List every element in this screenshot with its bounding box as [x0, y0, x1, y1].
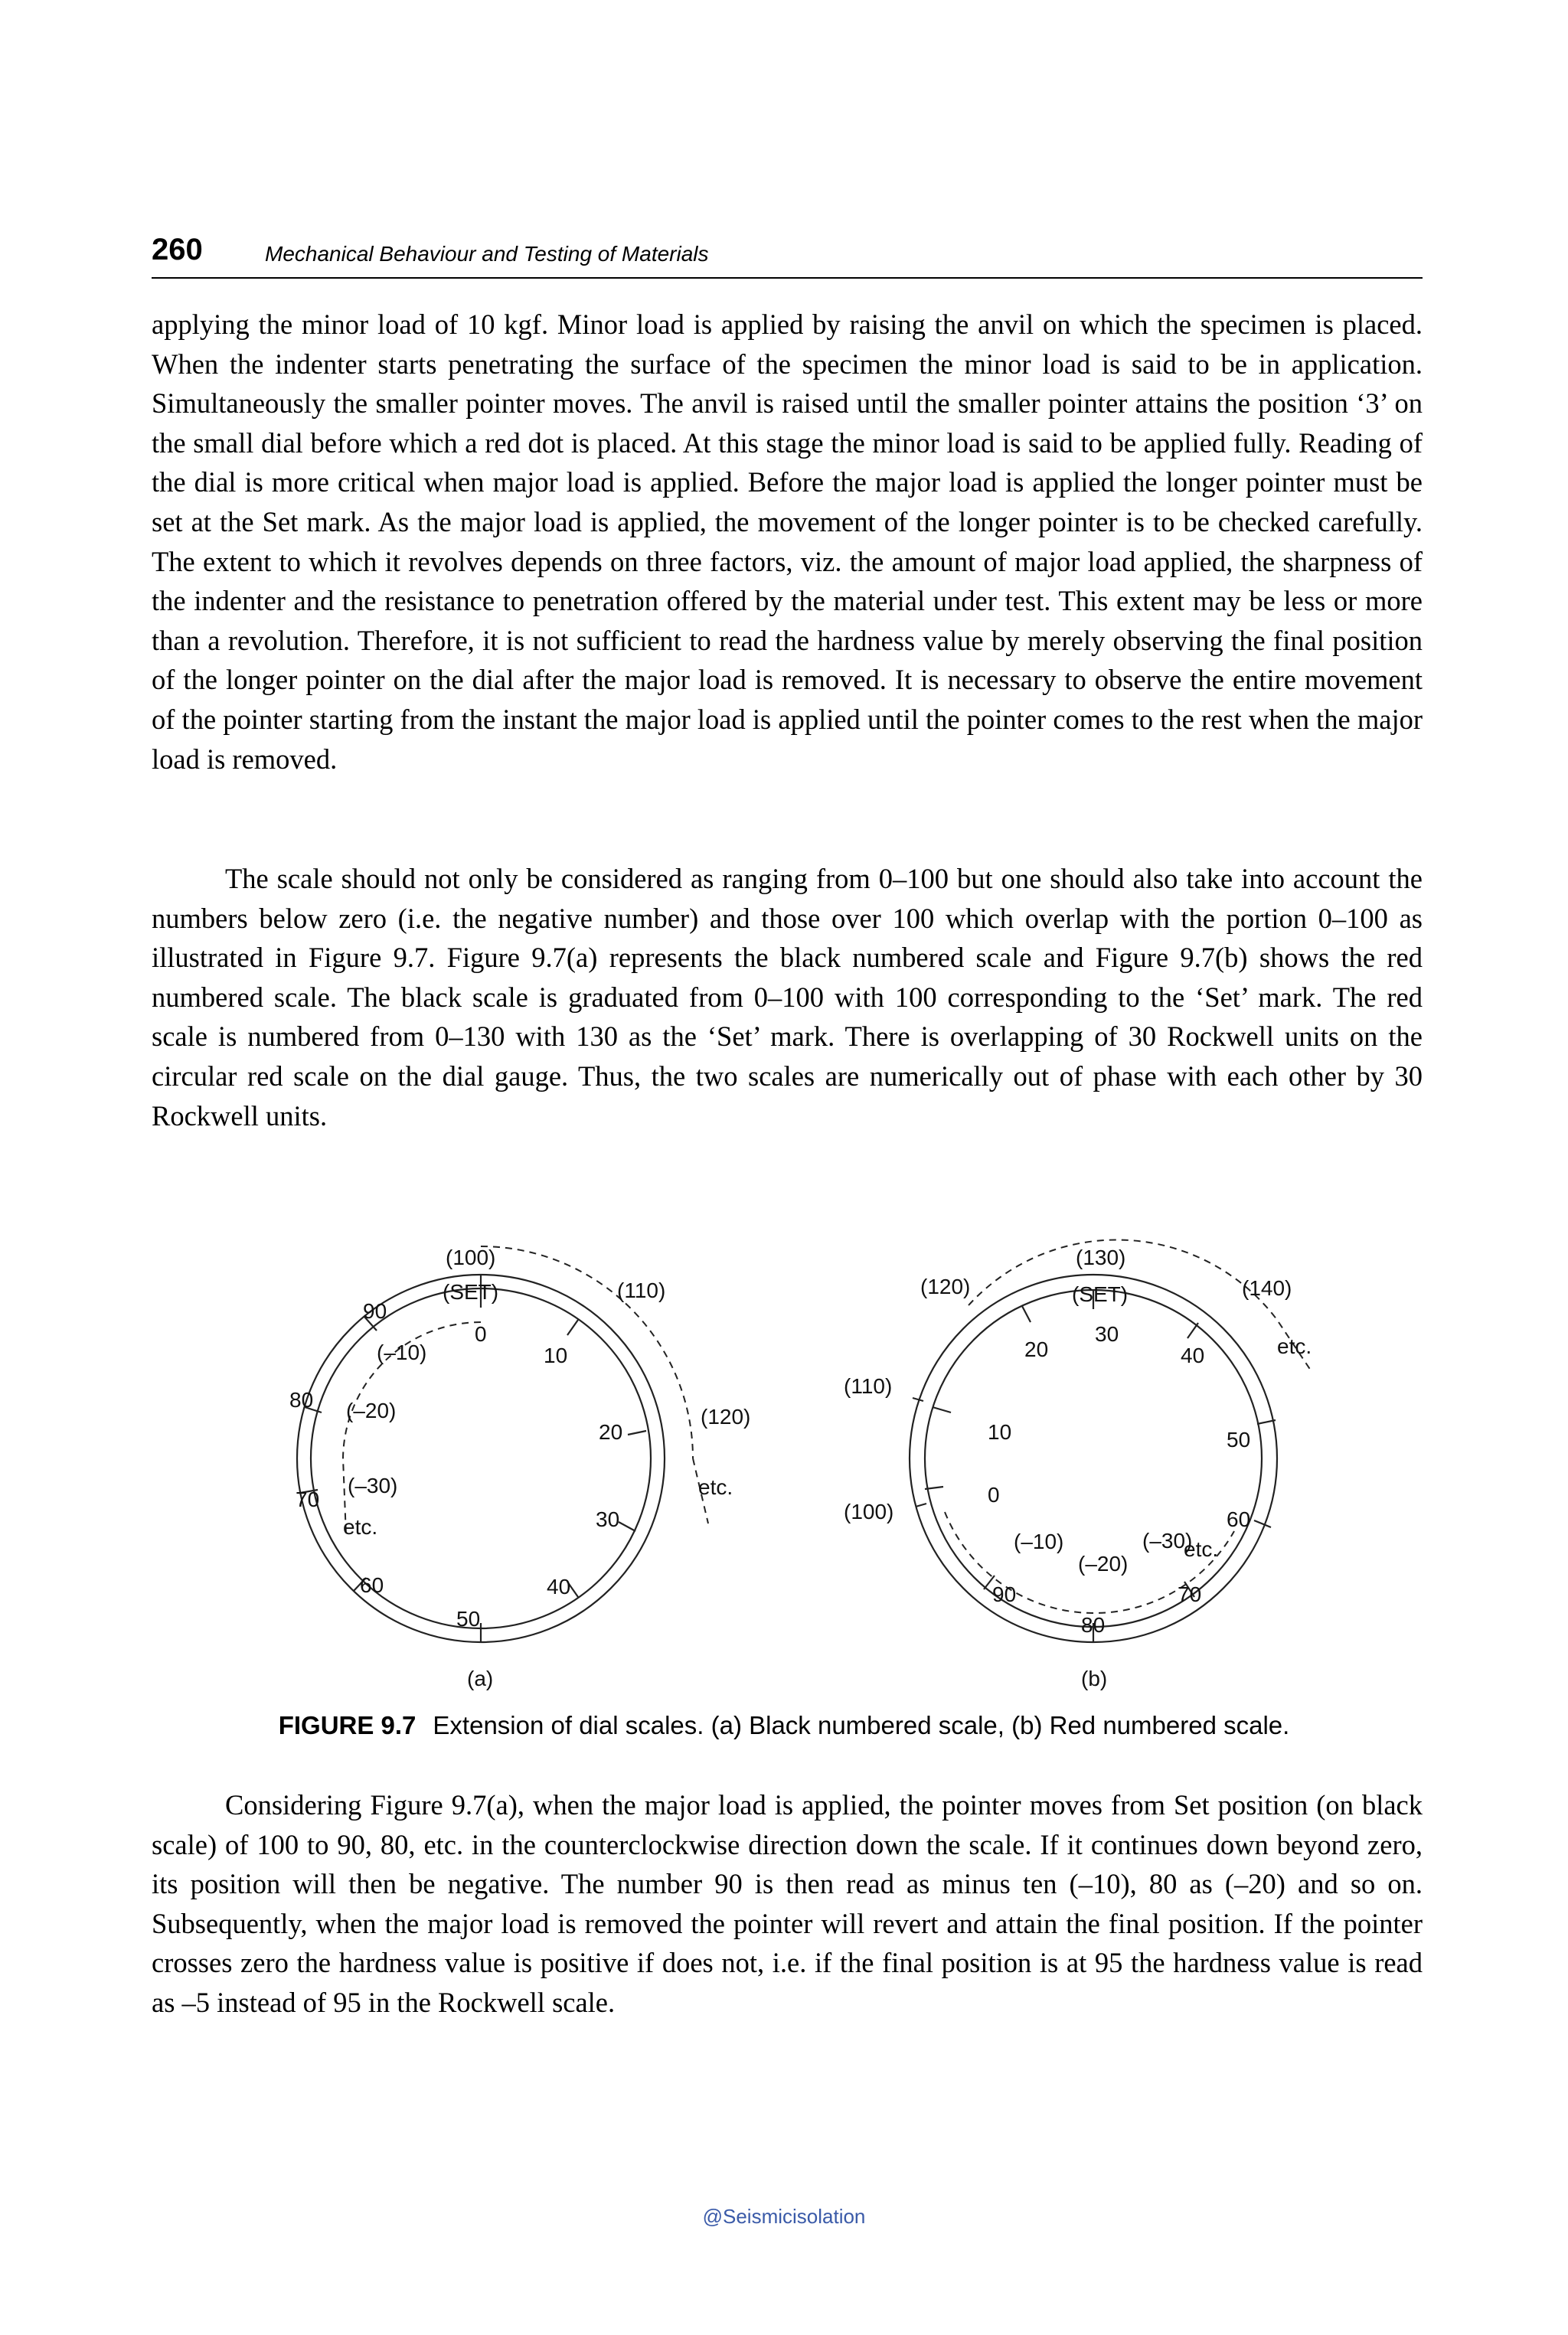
- figure-drawing: [0, 1202, 1568, 1707]
- dial-b-label-30: 30: [1095, 1322, 1119, 1346]
- running-title: Mechanical Behaviour and Testing of Materials: [265, 242, 709, 266]
- dial-b-label-neg20: (–20): [1078, 1552, 1129, 1576]
- dial-a-label-0: 0: [475, 1322, 487, 1346]
- dial-b-tick-100: [916, 1504, 926, 1507]
- dial-a-label-110: (110): [617, 1279, 666, 1302]
- dial-b-label-neg10: (–10): [1014, 1530, 1064, 1553]
- dial-b-label-0: 0: [988, 1483, 1000, 1507]
- dial-a-label-neg10: (–10): [377, 1341, 427, 1364]
- dial-b-label-100: (100): [844, 1500, 894, 1523]
- dial-a-label-70: 70: [296, 1488, 320, 1511]
- paragraph-1: applying the minor load of 10 kgf. Minor load is applied by raising the anvil on which the specimen is placed. When the indenter starts penetrating the surface of the specimen the minor load is said to be in application. Simultaneously the smaller pointer moves. The anvil is raised until the smaller pointer attains the position ‘3’ on the small dial before which a red dot is placed. At this stage the minor load is said to be applied fully. Reading of the dial is more critical when major load is applied. Before the major load is applied the longer pointer must be set at the Set mark. As the major load is applied, the movement of the longer pointer is to be checked carefully. The extent to which it revolves depends on three factors, viz. the amount of major load applied, the sharpness of the indenter and the resistance to penetration offered by the material under test. This extent may be less or more than a revolution. Therefore, it is not sufficient to read the hardness value by merely observing the final position of the longer pointer on the dial after the major load is removed. It is necessary to observe the entire movement of the pointer starting from the instant the major load is applied until the pointer comes to the rest when the major load is removed.: [152, 309, 1423, 775]
- dial-a-tick-10: [567, 1320, 578, 1335]
- dial-a-label-neg20: (–20): [346, 1399, 397, 1422]
- dial-b-tick-20: [1022, 1306, 1031, 1322]
- dial-b-label-70: 70: [1178, 1582, 1202, 1606]
- dial-a-label-30: 30: [596, 1507, 620, 1531]
- dial-b-label-40: 40: [1181, 1344, 1205, 1367]
- paragraph-3: Considering Figure 9.7(a), when the major load is applied, the pointer moves from Set position (on black scale) of 100 to 90, 80, etc. in the counterclockwise direction down the scale. If it continues down beyond zero, its position will then be negative. The number 90 is then read as minus ten (–10), 80 as (–20) and so on. Subsequently, when the major load is removed the pointer will revert and attain the final position. If the pointer crosses zero the hardness value is positive if does not, i.e. if the final position is at 95 the hardness value is read as –5 instead of 95 in the Rockwell scale.: [152, 1789, 1423, 2018]
- dial-b-label-90: 90: [992, 1582, 1017, 1606]
- dial-b-label-set: (SET): [1072, 1282, 1129, 1306]
- dial-b-label-50: 50: [1227, 1428, 1251, 1452]
- dial-a-label-80: 80: [289, 1388, 314, 1412]
- dial-b-label-140: (140): [1242, 1276, 1292, 1300]
- dial-b-tick-10: [933, 1407, 951, 1412]
- dial-b-overrange-arc: [969, 1240, 1311, 1370]
- dial-b-label-p-etc: etc.: [1277, 1334, 1312, 1358]
- dial-a-label-set: (SET): [443, 1280, 499, 1304]
- paragraph-2: The scale should not only be considered as ranging from 0–100 but one should also take into account the numbers below zero (i.e. the negative number) and those over 100 which overlap with the portion 0–100 as illustrated in Figure 9.7. Figure 9.7(a) represents the black numbered scale and Figure 9.7(b) shows the red numbered scale. The black scale is graduated from 0–100 with 100 corresponding to the ‘Set’ mark. The red scale is numbered from 0–130 with 130 as the ‘Set’ mark. There is overlapping of 30 Rockwell units on the circular red scale on the dial gauge. Thus, the two scales are numerically out of phase with each other by 30 Rockwell units.: [152, 863, 1423, 1132]
- watermark: @Seismicisolation: [702, 2205, 866, 2228]
- dial-b-inner-circle: [925, 1290, 1262, 1627]
- page-header: [152, 230, 1423, 279]
- dial-b-tick-110: [913, 1398, 923, 1401]
- dial-a-label-120: (120): [701, 1405, 751, 1429]
- dial-b-outer-circle: [910, 1275, 1277, 1642]
- dial-a-label-90: 90: [363, 1299, 387, 1323]
- dial-a-label-40: 40: [547, 1575, 571, 1599]
- dial-a-label-10: 10: [544, 1344, 568, 1367]
- dial-b-label-20: 20: [1024, 1337, 1049, 1361]
- dial-b-label-110: (110): [844, 1374, 893, 1398]
- dial-b-label-neg-etc: etc.: [1184, 1537, 1219, 1561]
- dial-a-sublabel: (a): [467, 1667, 494, 1690]
- dial-a-label-20: 20: [599, 1420, 623, 1444]
- dial-b-tick-40: [1187, 1323, 1198, 1338]
- dial-b-label-120: (120): [920, 1275, 971, 1298]
- dial-b-label-60: 60: [1227, 1507, 1251, 1531]
- dial-a-label-50: 50: [456, 1607, 481, 1631]
- dial-b-label-10: 10: [988, 1420, 1012, 1444]
- dial-a-label-neg30: (–30): [348, 1474, 398, 1497]
- figure-caption: [0, 1711, 1568, 1740]
- figure-9-7: [0, 1202, 1568, 1753]
- dial-b-label-80: 80: [1081, 1613, 1106, 1637]
- dial-a-label-neg-etc: etc.: [343, 1515, 378, 1539]
- dial-a-tick-30: [619, 1522, 635, 1531]
- dial-b-label-neg30: (–30): [1142, 1529, 1193, 1553]
- dial-a-label-top: (100): [446, 1246, 496, 1269]
- dial-a-tick-20: [628, 1431, 646, 1435]
- dial-a-label-over-etc: etc.: [698, 1475, 733, 1499]
- dial-a-label-60: 60: [360, 1573, 384, 1597]
- dial-b-sublabel: (b): [1081, 1667, 1108, 1690]
- caption-label: FIGURE 9.7: [278, 1711, 416, 1739]
- caption-text: Extension of dial scales. (a) Black numbered scale, (b) Red numbered scale.: [433, 1711, 1290, 1739]
- dial-b-label-top: (130): [1076, 1246, 1126, 1269]
- page-number: 260: [152, 233, 203, 266]
- dial-b-tick-60: [1254, 1520, 1271, 1527]
